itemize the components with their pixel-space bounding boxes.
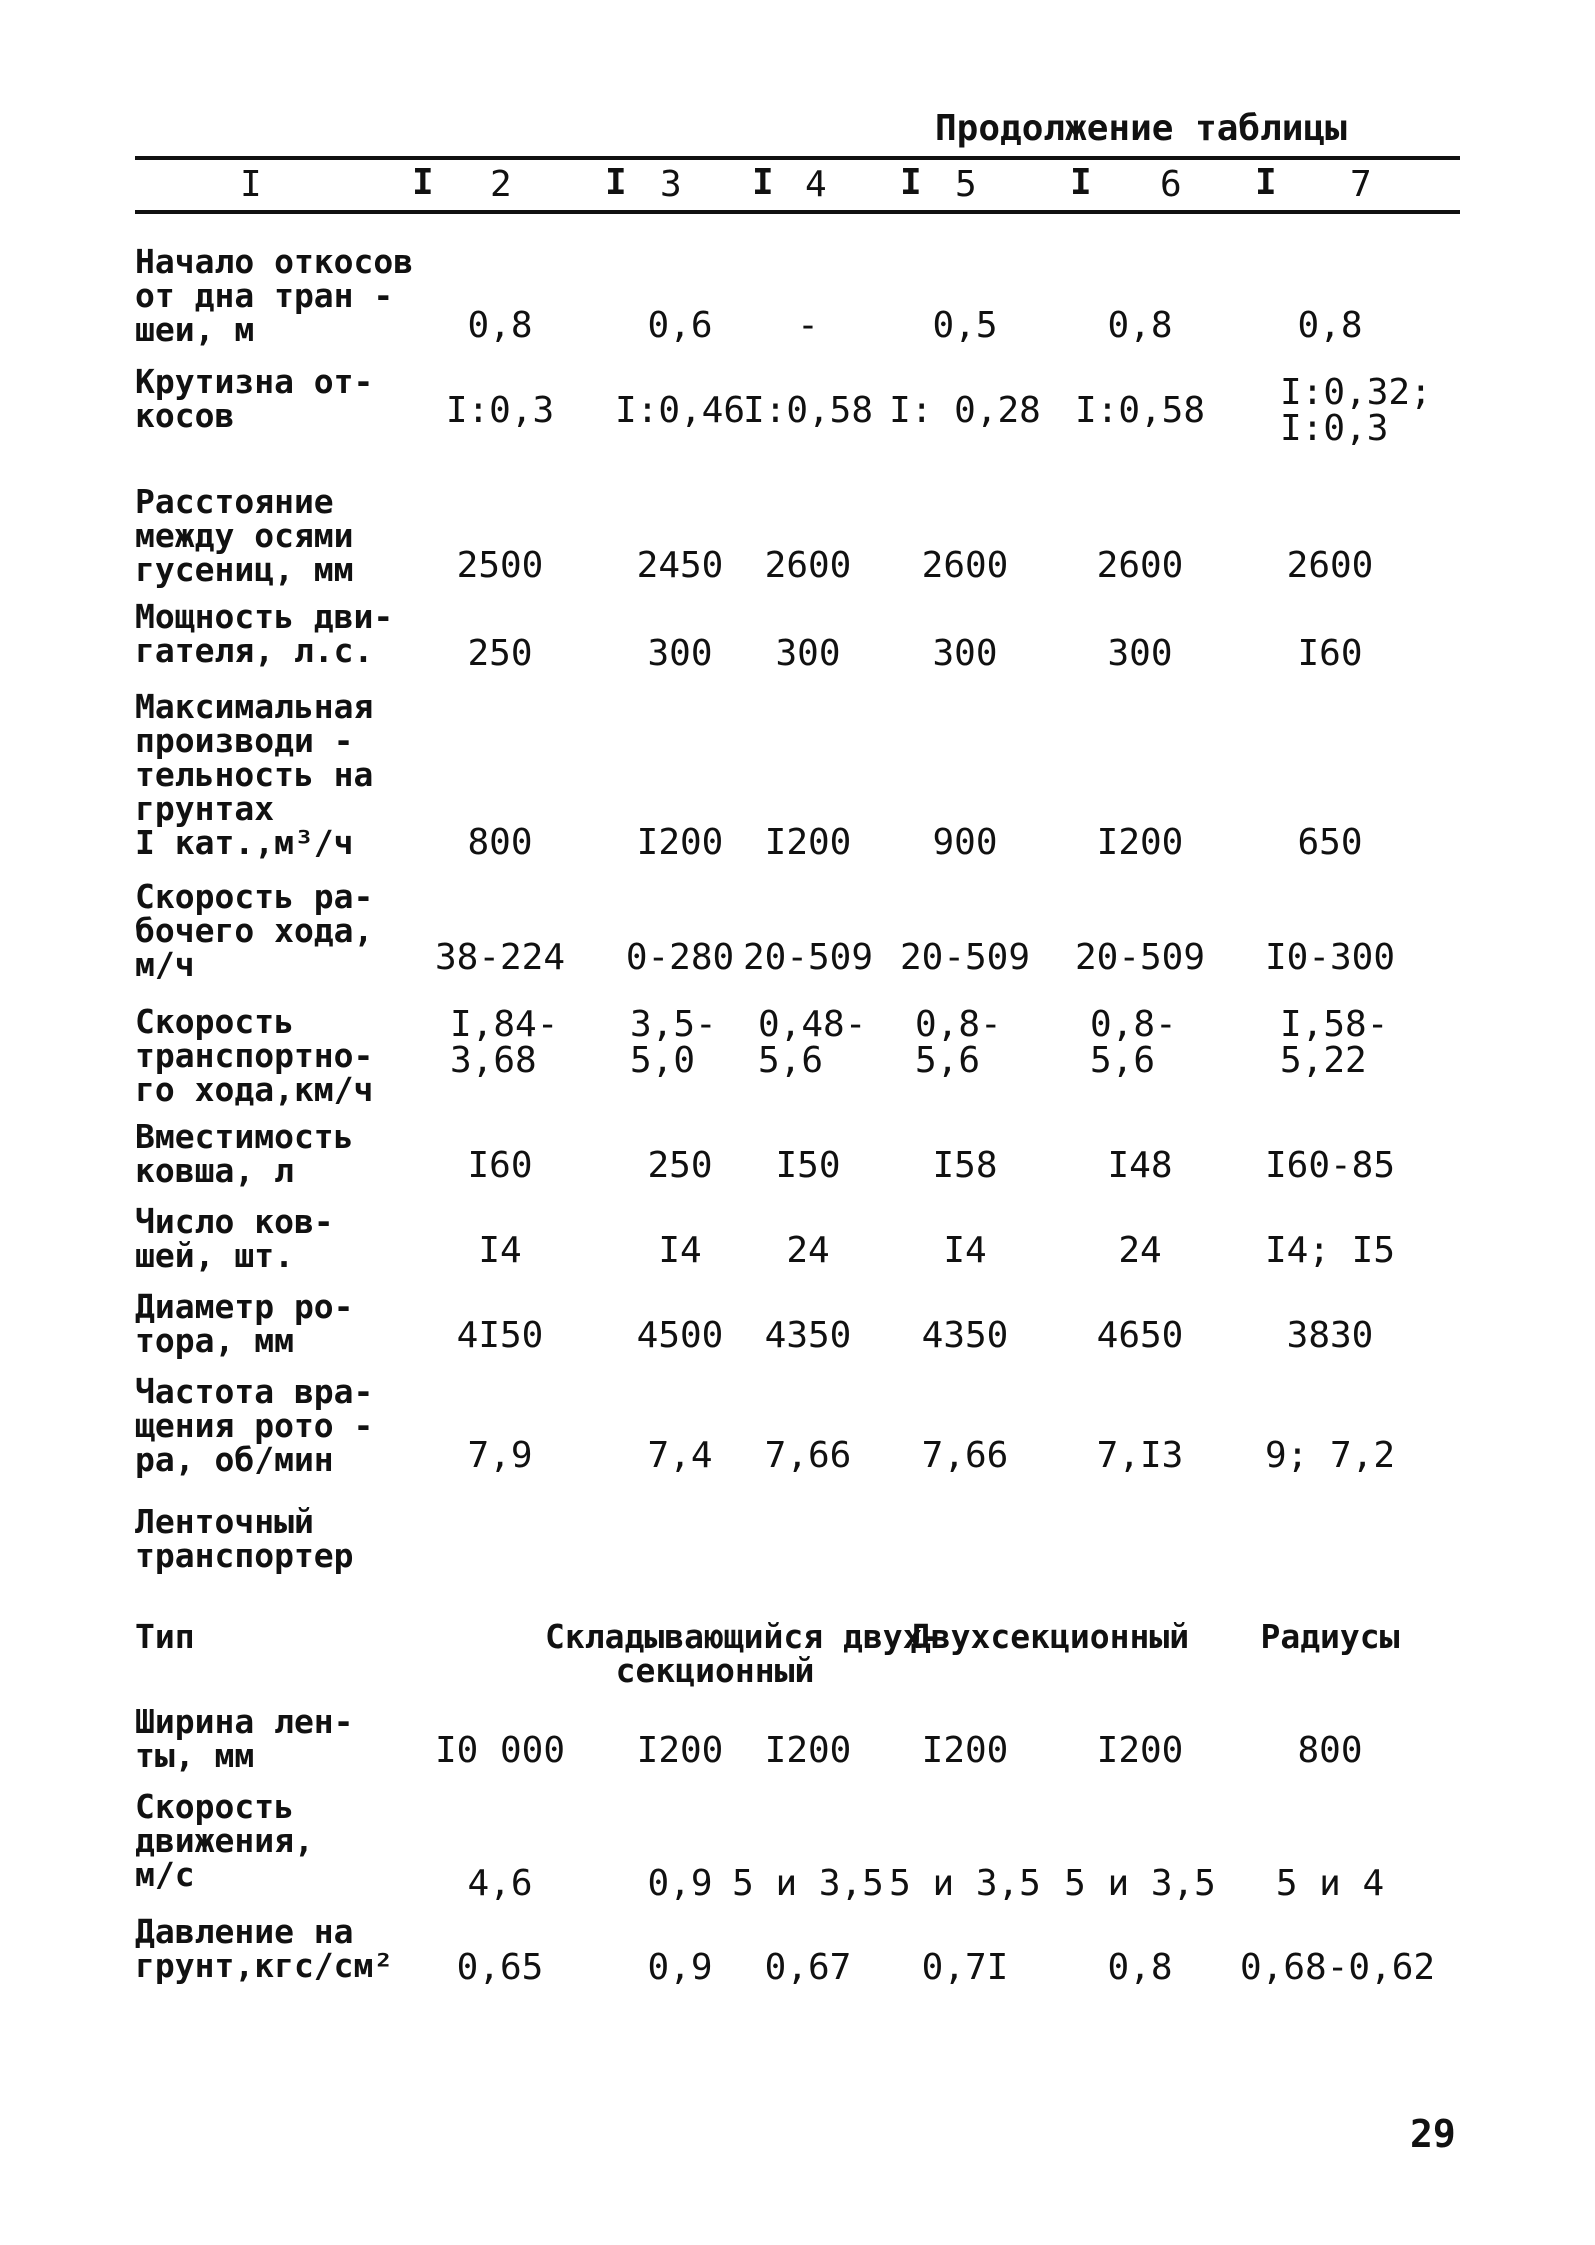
table-cell: 0,8 bbox=[1107, 1947, 1173, 1988]
table-cell: 4350 bbox=[764, 1315, 852, 1356]
table-cell: I58 bbox=[932, 1145, 998, 1186]
table-cell: I200 bbox=[1096, 1730, 1184, 1771]
table-cell: 24 bbox=[1118, 1230, 1162, 1271]
table-cell: 9; 7,2 bbox=[1264, 1435, 1396, 1476]
table-cell: 0-280 bbox=[625, 937, 735, 978]
table-cell: 0,8 bbox=[1107, 305, 1173, 346]
table-cell: I:0,32; I:0,3 bbox=[1280, 372, 1432, 449]
table-cell: 0,67 bbox=[764, 1947, 852, 1988]
table-cell: 300 bbox=[1107, 633, 1173, 674]
table-cell: 3,5- 5,0 bbox=[630, 1004, 717, 1081]
table-cell: 250 bbox=[467, 633, 533, 674]
table-header-rule bbox=[135, 210, 1460, 214]
table-cell: 4I50 bbox=[456, 1315, 544, 1356]
table-cell: I4 bbox=[658, 1230, 702, 1271]
table-cell: 0,7I bbox=[921, 1947, 1009, 1988]
table-cell: 20-509 bbox=[742, 937, 874, 978]
table-cell: 4650 bbox=[1096, 1315, 1184, 1356]
table-cell: I200 bbox=[636, 1730, 724, 1771]
table-cell: 20-509 bbox=[1074, 937, 1206, 978]
row-label: Скорость ра- бочего хода, м/ч bbox=[135, 877, 374, 984]
header-col-7: 7 bbox=[1350, 164, 1372, 205]
table-cell: I4; I5 bbox=[1264, 1230, 1396, 1271]
row-label: Начало откосов от дна тран - шеи, м bbox=[135, 242, 414, 349]
table-top-rule bbox=[135, 156, 1460, 160]
table-cell: 300 bbox=[647, 633, 713, 674]
table-cell: I200 bbox=[636, 822, 724, 863]
table-cell: 650 bbox=[1297, 822, 1363, 863]
table-cell: I: 0,28 bbox=[889, 390, 1041, 431]
table-cell: I:0,58 bbox=[742, 390, 874, 431]
header-col-5: 5 bbox=[955, 164, 977, 205]
table-cell: I200 bbox=[764, 1730, 852, 1771]
table-cell: 0,68-0,62 bbox=[1240, 1947, 1436, 1988]
table-caption: Продолжение таблицы bbox=[935, 108, 1347, 149]
row-label: Максимальная производи - тельность на грунтах I кат.,м³/ч bbox=[135, 687, 374, 862]
table-cell: I60 bbox=[467, 1145, 533, 1186]
table-cell: 2500 bbox=[456, 545, 544, 586]
header-separator: I bbox=[752, 162, 774, 203]
table-cell: 0,6 bbox=[647, 305, 713, 346]
table-cell: 7,66 bbox=[921, 1435, 1009, 1476]
table-cell: 5 и 3,5 bbox=[1064, 1863, 1216, 1904]
table-cell: 7,9 bbox=[467, 1435, 533, 1476]
table-cell: 7,I3 bbox=[1096, 1435, 1184, 1476]
table-cell: I,58- 5,22 bbox=[1280, 1004, 1389, 1081]
table-cell: I200 bbox=[1096, 822, 1184, 863]
table-cell: 300 bbox=[932, 633, 998, 674]
table-cell: I:0,46 bbox=[614, 390, 746, 431]
header-col-4: 4 bbox=[805, 164, 827, 205]
table-cell: 2600 bbox=[921, 545, 1009, 586]
table-cell: 0,9 bbox=[647, 1863, 713, 1904]
table-cell: I200 bbox=[764, 822, 852, 863]
table-cell: 0,9 bbox=[647, 1947, 713, 1988]
table-cell: I:0,3 bbox=[445, 390, 555, 431]
header-separator: I bbox=[412, 162, 434, 203]
table-cell: I:0,58 bbox=[1074, 390, 1206, 431]
table-cell: 7,66 bbox=[764, 1435, 852, 1476]
table-cell: 800 bbox=[1297, 1730, 1363, 1771]
header-separator: I bbox=[900, 162, 922, 203]
table-cell: 0,8 bbox=[467, 305, 533, 346]
table-cell: I60-85 bbox=[1264, 1145, 1396, 1186]
table-cell: 4,6 bbox=[467, 1863, 533, 1904]
table-cell: I50 bbox=[775, 1145, 841, 1186]
table-cell: 0,8- 5,6 bbox=[1090, 1004, 1177, 1081]
table-cell: I200 bbox=[921, 1730, 1009, 1771]
table-cell: 24 bbox=[786, 1230, 830, 1271]
table-cell: 0,48- 5,6 bbox=[758, 1004, 867, 1081]
row-label: Расстояние между осями гусениц, мм bbox=[135, 482, 354, 589]
table-cell: 0,8- 5,6 bbox=[915, 1004, 1002, 1081]
header-separator: I bbox=[605, 162, 627, 203]
table-cell: 2600 bbox=[764, 545, 852, 586]
table-cell: 250 bbox=[647, 1145, 713, 1186]
row-label: Крутизна от- косов bbox=[135, 362, 374, 435]
table-cell: I4 bbox=[943, 1230, 987, 1271]
header-separator: I bbox=[1255, 162, 1277, 203]
table-cell: 0,5 bbox=[932, 305, 998, 346]
header-col-6: 6 bbox=[1160, 164, 1182, 205]
table-cell: 800 bbox=[467, 822, 533, 863]
row-label: Скорость движения, м/с bbox=[135, 1787, 314, 1894]
table-cell: 3830 bbox=[1286, 1315, 1374, 1356]
row-label: Скорость транспортно- го хода,км/ч bbox=[135, 1002, 374, 1109]
table-cell: - bbox=[797, 305, 819, 346]
table-cell: 20-509 bbox=[899, 937, 1031, 978]
table-cell: I48 bbox=[1107, 1145, 1173, 1186]
table-cell: 5 и 3,5 bbox=[732, 1863, 884, 1904]
header-separator: I bbox=[1070, 162, 1092, 203]
table-cell: 5 и 3,5 bbox=[889, 1863, 1041, 1904]
table-cell: 7,4 bbox=[647, 1435, 713, 1476]
row-label: Тип bbox=[135, 1617, 195, 1656]
table-cell: 0,8 bbox=[1297, 305, 1363, 346]
row-label: Вместимость ковша, л bbox=[135, 1117, 354, 1190]
table-cell: 4500 bbox=[636, 1315, 724, 1356]
table-cell: I0-300 bbox=[1264, 937, 1396, 978]
row-label: Давление на грунт,кгс/см² bbox=[135, 1912, 394, 1985]
table-cell: 2600 bbox=[1286, 545, 1374, 586]
table-cell: 2450 bbox=[636, 545, 724, 586]
table-cell: I,84- 3,68 bbox=[450, 1004, 559, 1081]
table-cell: 0,65 bbox=[456, 1947, 544, 1988]
row-label: Число ков- шей, шт. bbox=[135, 1202, 334, 1275]
table-cell: I0 000 bbox=[434, 1730, 566, 1771]
conveyor-type-cell: Радиусы bbox=[1260, 1617, 1400, 1656]
header-col-3: 3 bbox=[660, 164, 682, 205]
header-col-2: 2 bbox=[490, 164, 512, 205]
row-label: Ширина лен- ты, мм bbox=[135, 1702, 354, 1775]
conveyor-type-cell: Двухсекционный bbox=[910, 1617, 1190, 1656]
table-cell: 5 и 4 bbox=[1275, 1863, 1385, 1904]
page-number: 29 bbox=[1410, 2112, 1456, 2156]
table-cell: 900 bbox=[932, 822, 998, 863]
row-label: Мощность дви- гателя, л.с. bbox=[135, 597, 394, 670]
row-label: Частота вра- щения рото - ра, об/мин bbox=[135, 1372, 374, 1479]
row-label: Диаметр ро- тора, мм bbox=[135, 1287, 354, 1360]
header-col-1: I bbox=[240, 164, 262, 205]
table-cell: 4350 bbox=[921, 1315, 1009, 1356]
table-cell: 300 bbox=[775, 633, 841, 674]
row-label: Ленточный транспортер bbox=[135, 1502, 354, 1575]
table-cell: 2600 bbox=[1096, 545, 1184, 586]
table-cell: I60 bbox=[1297, 633, 1363, 674]
table-cell: I4 bbox=[478, 1230, 522, 1271]
table-cell: 38-224 bbox=[434, 937, 566, 978]
conveyor-type-cell: Складывающийся двух- секционный bbox=[545, 1617, 943, 1690]
